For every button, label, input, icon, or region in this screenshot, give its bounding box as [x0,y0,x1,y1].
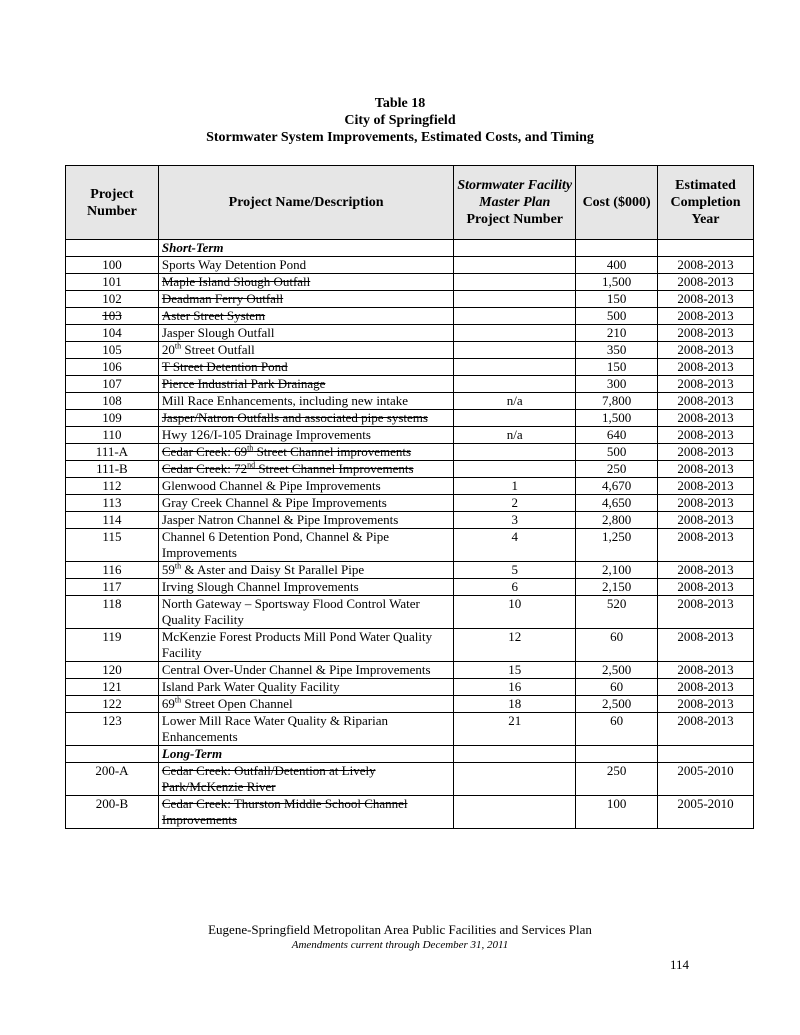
cost-cell: 4,670 [576,478,658,495]
project-number-cell: 107 [66,376,159,393]
table-row [66,444,754,461]
cost-cell: 100 [576,796,658,829]
description-cell: Irving Slough Channel Improvements [158,579,453,596]
description-text: Street Channel Improvements [255,461,414,476]
description-cell: Pierce Industrial Park Drainage [158,376,453,393]
description-cell: Island Park Water Quality Facility [158,679,453,696]
cost-cell: 300 [576,376,658,393]
table-row [66,562,754,579]
header-master-plan-italic: Stormwater Facility Master Plan [457,178,573,210]
table-title-block [0,95,800,146]
description-cell: Glenwood Channel & Pipe Improvements [158,478,453,495]
completion-year-cell: 2008-2013 [658,562,754,579]
description-cell: Central Over-Under Channel & Pipe Improvements [158,662,453,679]
completion-year-cell: 2008-2013 [658,359,754,376]
completion-year-cell: 2008-2013 [658,410,754,427]
cost-cell: 150 [576,291,658,308]
project-number-cell: 110 [66,427,159,444]
project-number-cell: 112 [66,478,159,495]
header-description: Project Name/Description [158,166,453,240]
table-row [66,410,754,427]
cost-cell: 2,500 [576,662,658,679]
description-cell: Cedar Creek: Thurston Middle School Channel Improvements [158,796,453,829]
cost-cell: 250 [576,461,658,478]
city-name: City of Springfield [344,113,456,128]
project-number-cell: 118 [66,596,159,629]
ordinal-suffix: th [174,341,182,351]
project-number-cell: 200-A [66,763,159,796]
completion-year-cell: 2008-2013 [658,629,754,662]
table-row [66,461,754,478]
header-cost: Cost ($000) [576,166,658,240]
description-cell: Deadman Ferry Outfall [158,291,453,308]
master-plan-number-cell [454,359,576,376]
description-text: 20 [161,342,175,357]
completion-year-cell: 2008-2013 [658,461,754,478]
master-plan-number-cell: 10 [454,596,576,629]
project-number-cell: 108 [66,393,159,410]
project-number-cell: 109 [66,410,159,427]
master-plan-number-cell [454,325,576,342]
completion-year-cell: 2005-2010 [658,796,754,829]
project-number-cell: 200-B [66,796,159,829]
master-plan-number-cell: 16 [454,679,576,696]
master-plan-number-cell: 4 [454,529,576,562]
description-cell [158,444,453,461]
completion-year-cell: 2008-2013 [658,308,754,325]
ordinal-suffix: th [174,561,182,571]
table-row [66,342,754,359]
table-row [66,495,754,512]
project-number-cell: 111-A [66,444,159,461]
improvements-table [65,165,754,829]
table-row [66,427,754,444]
master-plan-number-cell [454,342,576,359]
master-plan-number-cell [454,291,576,308]
cost-cell: 500 [576,444,658,461]
description-cell: Aster Street System [158,308,453,325]
table-row [66,291,754,308]
description-text: 69 [161,696,175,711]
table-row [66,393,754,410]
master-plan-number-cell [454,257,576,274]
table-row [66,376,754,393]
master-plan-number-cell: 21 [454,713,576,746]
table-body [66,240,754,829]
master-plan-number-cell: 2 [454,495,576,512]
page-number: 114 [670,957,690,972]
completion-year-cell: 2008-2013 [658,427,754,444]
description-cell: McKenzie Forest Products Mill Pond Water Quality Facility [158,629,453,662]
completion-year-cell: 2008-2013 [658,257,754,274]
cost-cell: 4,650 [576,495,658,512]
table-caption: Stormwater System Improvements, Estimated Costs, and Timing [206,130,594,145]
cost-cell: 7,800 [576,393,658,410]
description-cell: Jasper Natron Channel & Pipe Improvements [158,512,453,529]
cost-cell: 1,500 [576,274,658,291]
header-master-plan [454,166,576,240]
master-plan-number-cell: 5 [454,562,576,579]
completion-year-cell: 2008-2013 [658,696,754,713]
master-plan-number-cell [454,461,576,478]
header-master-plan-rest: Project Number [466,212,563,227]
description-cell [158,342,453,359]
description-cell [158,696,453,713]
completion-year-cell: 2008-2013 [658,376,754,393]
cost-cell: 250 [576,763,658,796]
master-plan-number-cell: n/a [454,393,576,410]
description-text: & Aster and Daisy St Parallel Pipe [181,562,365,577]
cost-cell: 640 [576,427,658,444]
completion-year-cell: 2008-2013 [658,274,754,291]
table-row [66,662,754,679]
description-cell: Maple Island Slough Outfall [158,274,453,291]
project-number-cell: 113 [66,495,159,512]
completion-year-cell: 2008-2013 [658,662,754,679]
cost-cell: 2,500 [576,696,658,713]
cost-cell: 400 [576,257,658,274]
section-row [66,746,754,763]
master-plan-number-cell: 12 [454,629,576,662]
ordinal-suffix: th [247,443,254,453]
description-cell: Gray Creek Channel & Pipe Improvements [158,495,453,512]
completion-year-cell: 2008-2013 [658,325,754,342]
description-cell: Cedar Creek: Outfall/Detention at Lively Park/McKenzie River [158,763,453,796]
master-plan-number-cell [454,274,576,291]
table-row [66,359,754,376]
cost-cell: 1,250 [576,529,658,562]
cost-cell: 520 [576,596,658,629]
description-cell: Hwy 126/I-105 Drainage Improvements [158,427,453,444]
description-cell: Mill Race Enhancements, including new intake [158,393,453,410]
footer-plan-title: Eugene-Springfield Metropolitan Area Public Facilities and Services Plan [208,922,592,937]
project-number-cell: 111-B [66,461,159,478]
description-cell: T Street Detention Pond [158,359,453,376]
project-number-cell: 120 [66,662,159,679]
cost-cell: 60 [576,713,658,746]
completion-year-cell: 2008-2013 [658,579,754,596]
cost-cell: 1,500 [576,410,658,427]
master-plan-number-cell [454,796,576,829]
table-row [66,796,754,829]
footer [0,922,800,952]
cost-cell: 2,150 [576,579,658,596]
description-cell: Lower Mill Race Water Quality & Riparian Enhancements [158,713,453,746]
table-row [66,596,754,629]
project-number-cell: 114 [66,512,159,529]
table-row [66,478,754,495]
project-number-cell: 116 [66,562,159,579]
ordinal-suffix: nd [247,460,256,470]
table-row [66,512,754,529]
table-row [66,308,754,325]
master-plan-number-cell [454,763,576,796]
table-row [66,763,754,796]
section-row [66,240,754,257]
description-cell [158,562,453,579]
cost-cell: 500 [576,308,658,325]
table-row [66,713,754,746]
master-plan-number-cell: 18 [454,696,576,713]
cost-cell: 2,800 [576,512,658,529]
table-row [66,529,754,562]
master-plan-number-cell [454,308,576,325]
cost-cell: 2,100 [576,562,658,579]
completion-year-cell: 2008-2013 [658,393,754,410]
description-cell [158,461,453,478]
description-cell: Channel 6 Detention Pond, Channel & Pipe Improvements [158,529,453,562]
cost-cell: 210 [576,325,658,342]
master-plan-number-cell: n/a [454,427,576,444]
master-plan-number-cell: 3 [454,512,576,529]
description-text: Street Outfall [181,342,255,357]
cost-cell: 60 [576,629,658,662]
project-number-cell: 115 [66,529,159,562]
master-plan-number-cell: 15 [454,662,576,679]
master-plan-number-cell [454,444,576,461]
project-number-cell: 103 [66,308,159,325]
description-cell: North Gateway – Sportsway Flood Control Water Quality Facility [158,596,453,629]
project-number-cell: 106 [66,359,159,376]
project-number-cell: 102 [66,291,159,308]
header-row [66,166,754,240]
project-number-cell: 117 [66,579,159,596]
table-row [66,274,754,291]
completion-year-cell: 2008-2013 [658,512,754,529]
description-text: Cedar Creek: 69 [161,444,248,459]
completion-year-cell: 2005-2010 [658,763,754,796]
cost-cell: 60 [576,679,658,696]
project-number-cell: 119 [66,629,159,662]
completion-year-cell: 2008-2013 [658,495,754,512]
table-row [66,679,754,696]
project-number-cell: 122 [66,696,159,713]
project-number-cell: 121 [66,679,159,696]
header-project-number: Project Number [66,166,159,240]
cost-cell: 150 [576,359,658,376]
cost-cell: 350 [576,342,658,359]
table-row [66,257,754,274]
description-text: Street Open Channel [181,696,293,711]
completion-year-cell: 2008-2013 [658,444,754,461]
table-row [66,629,754,662]
master-plan-number-cell [454,410,576,427]
master-plan-number-cell: 6 [454,579,576,596]
description-cell: Sports Way Detention Pond [158,257,453,274]
project-number-cell: 100 [66,257,159,274]
description-cell: Jasper Slough Outfall [158,325,453,342]
project-number-cell: 105 [66,342,159,359]
master-plan-number-cell: 1 [454,478,576,495]
section-long-term: Long-Term [158,746,453,763]
header-completion: Estimated Completion Year [658,166,754,240]
section-short-term: Short-Term [158,240,453,257]
table-number: Table 18 [374,96,426,111]
ordinal-suffix: th [174,695,182,705]
completion-year-cell: 2008-2013 [658,291,754,308]
description-text: Cedar Creek: 72 [161,461,248,476]
completion-year-cell: 2008-2013 [658,342,754,359]
table-row [66,325,754,342]
project-number-cell: 101 [66,274,159,291]
completion-year-cell: 2008-2013 [658,529,754,562]
footer-amendment-note: Amendments current through December 31, 2011 [291,939,509,951]
table-row [66,696,754,713]
completion-year-cell: 2008-2013 [658,679,754,696]
master-plan-number-cell [454,376,576,393]
project-number-cell: 104 [66,325,159,342]
completion-year-cell: 2008-2013 [658,596,754,629]
project-number-cell: 123 [66,713,159,746]
description-cell: Jasper/Natron Outfalls and associated pipe systems [158,410,453,427]
table-row [66,579,754,596]
description-text: 59 [161,562,175,577]
completion-year-cell: 2008-2013 [658,713,754,746]
completion-year-cell: 2008-2013 [658,478,754,495]
description-text: Street Channel improvements [253,444,412,459]
